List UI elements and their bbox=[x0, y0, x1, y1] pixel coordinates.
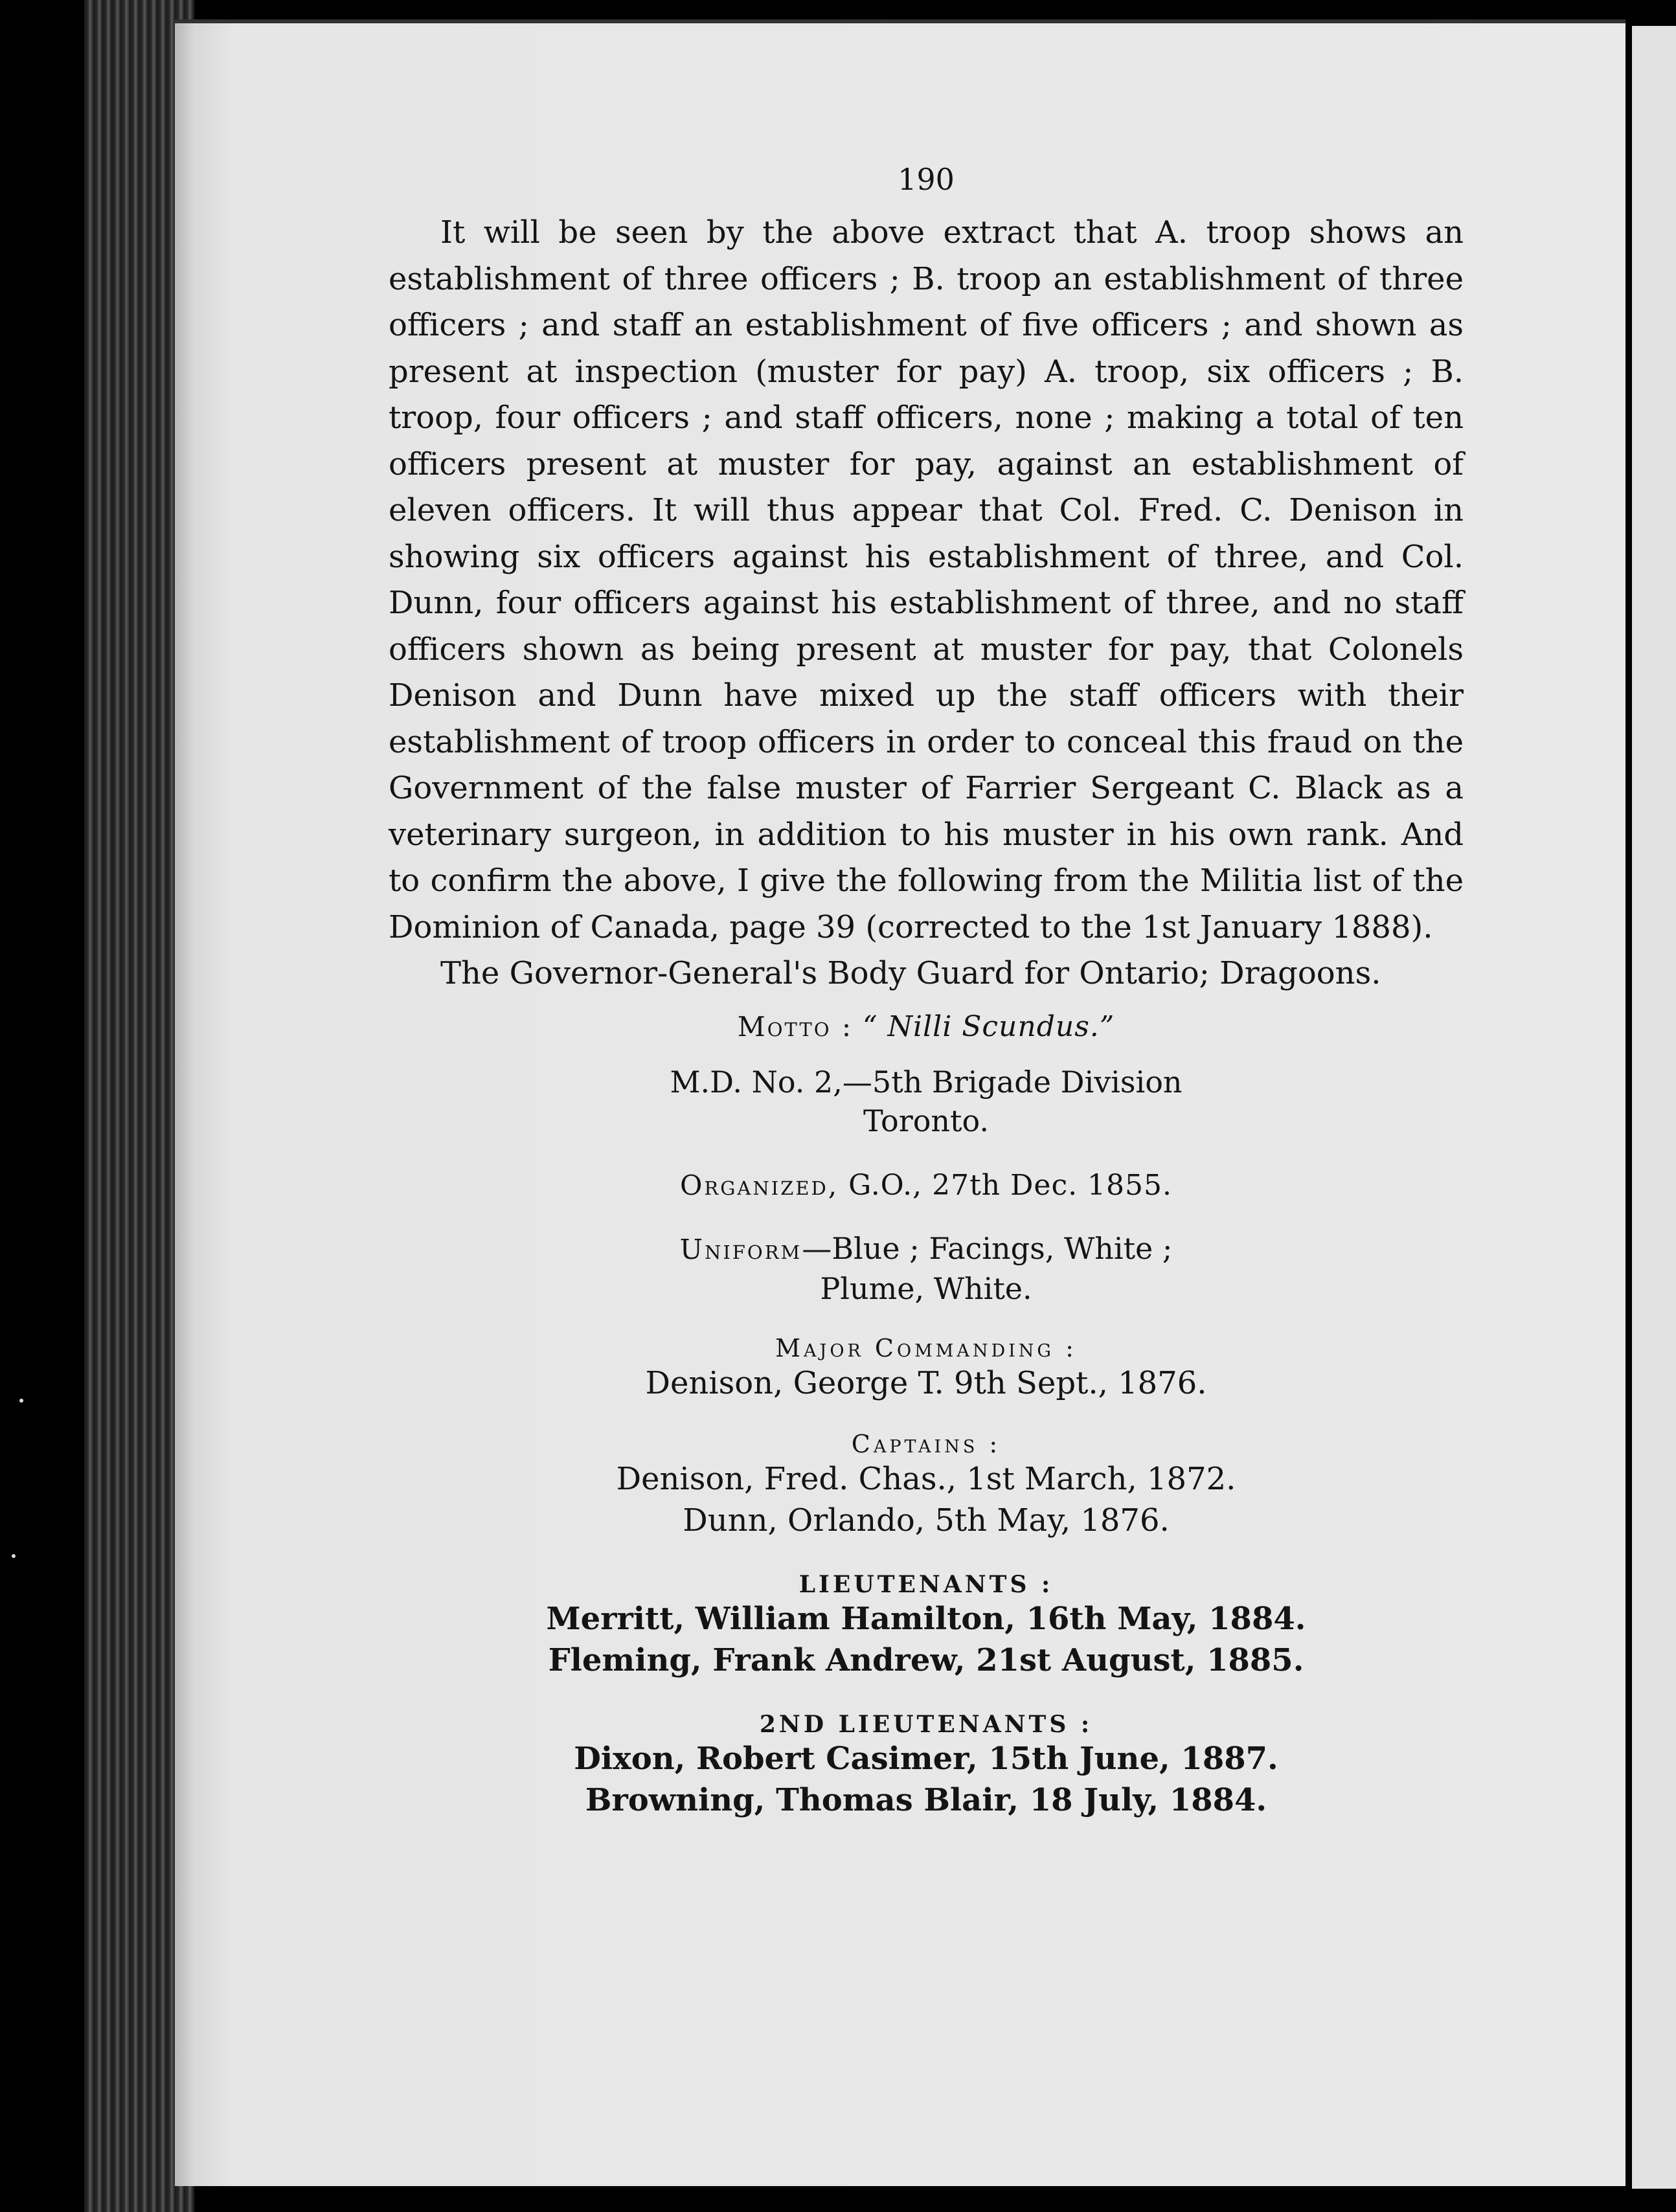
second-lieutenants-heading: 2ND LIEUTENANTS : bbox=[759, 1710, 1093, 1738]
captains-heading: Captains : bbox=[851, 1429, 1001, 1458]
organized-text: G.O., 27th Dec. 1855. bbox=[848, 1168, 1173, 1202]
motto-text: “ Nilli Scundus.” bbox=[863, 1010, 1115, 1043]
lieutenant-entry: Fleming, Frank Andrew, 21st August, 1885. bbox=[548, 1642, 1304, 1678]
major-entry: Denison, George T. 9th Sept., 1876. bbox=[645, 1364, 1207, 1401]
organized-line bbox=[389, 1169, 1464, 1202]
second-lieutenant-entry: Dixon, Robert Casimer, 15th June, 1887. bbox=[574, 1740, 1278, 1777]
body-paragraph: It will be seen by the above extract that A. troop shows an establishment of three officers ; B. troop an establishment of three officers ; and staff an establishment of five officers ; and shown as present at inspection (muster for pay) A. troop, six officers ; B. troop, four officers ; and staff officers, none ; making a total of ten officers present at muster for pay, against an establishment of eleven officers. It will thus appear that Col. Fred. C. Denison in showing six officers against his establishment of three, and Col. Dunn, four officers against his establishment of three, and no staff officers shown as being present at muster for pay, that Colonels Denison and Dunn have mixed up the staff officers with their establishment of troop officers in order to conceal this fraud on the Government of the false muster of Farrier Sergeant C. Black as a veterinary surgeon, in addition to his muster in his own rank. And to confirm the above, I give the following from the Militia list of the Dominion of Canada, page 39 (corrected to the 1st January 1888). bbox=[389, 214, 1464, 945]
uniform-block bbox=[389, 1229, 1464, 1308]
scan-speck bbox=[12, 1554, 16, 1558]
page-text bbox=[389, 162, 1464, 1821]
uniform-line: —Blue ; Facings, White ; bbox=[802, 1230, 1173, 1266]
scan-speck bbox=[19, 1399, 23, 1403]
lieutenant-entry: Merritt, William Hamilton, 16th May, 1884. bbox=[546, 1600, 1306, 1637]
district-city: Toronto. bbox=[863, 1103, 990, 1138]
next-page-edge bbox=[1632, 26, 1676, 2189]
page-number: 190 bbox=[898, 162, 955, 197]
major-heading: Major Commanding : bbox=[775, 1333, 1077, 1362]
lieutenants-heading: LIEUTENANTS : bbox=[798, 1570, 1054, 1598]
captain-entry: Dunn, Orlando, 5th May, 1876. bbox=[683, 1502, 1170, 1539]
organized-label: Organized, bbox=[679, 1169, 839, 1201]
motto-label: Motto : bbox=[737, 1010, 853, 1043]
district-block bbox=[389, 1063, 1464, 1140]
second-lieutenant-entry: Browning, Thomas Blair, 18 July, 1884. bbox=[585, 1781, 1267, 1818]
district-line: M.D. No. 2,—5th Brigade Division bbox=[670, 1064, 1183, 1100]
motto-line bbox=[389, 1010, 1464, 1043]
unit-title-paragraph: The Governor-General's Body Guard for Ontario; Dragoons. bbox=[440, 955, 1381, 991]
captain-entry: Denison, Fred. Chas., 1st March, 1872. bbox=[616, 1460, 1236, 1497]
uniform-label: Uniform bbox=[679, 1233, 802, 1265]
uniform-plume: Plume, White. bbox=[820, 1270, 1032, 1306]
